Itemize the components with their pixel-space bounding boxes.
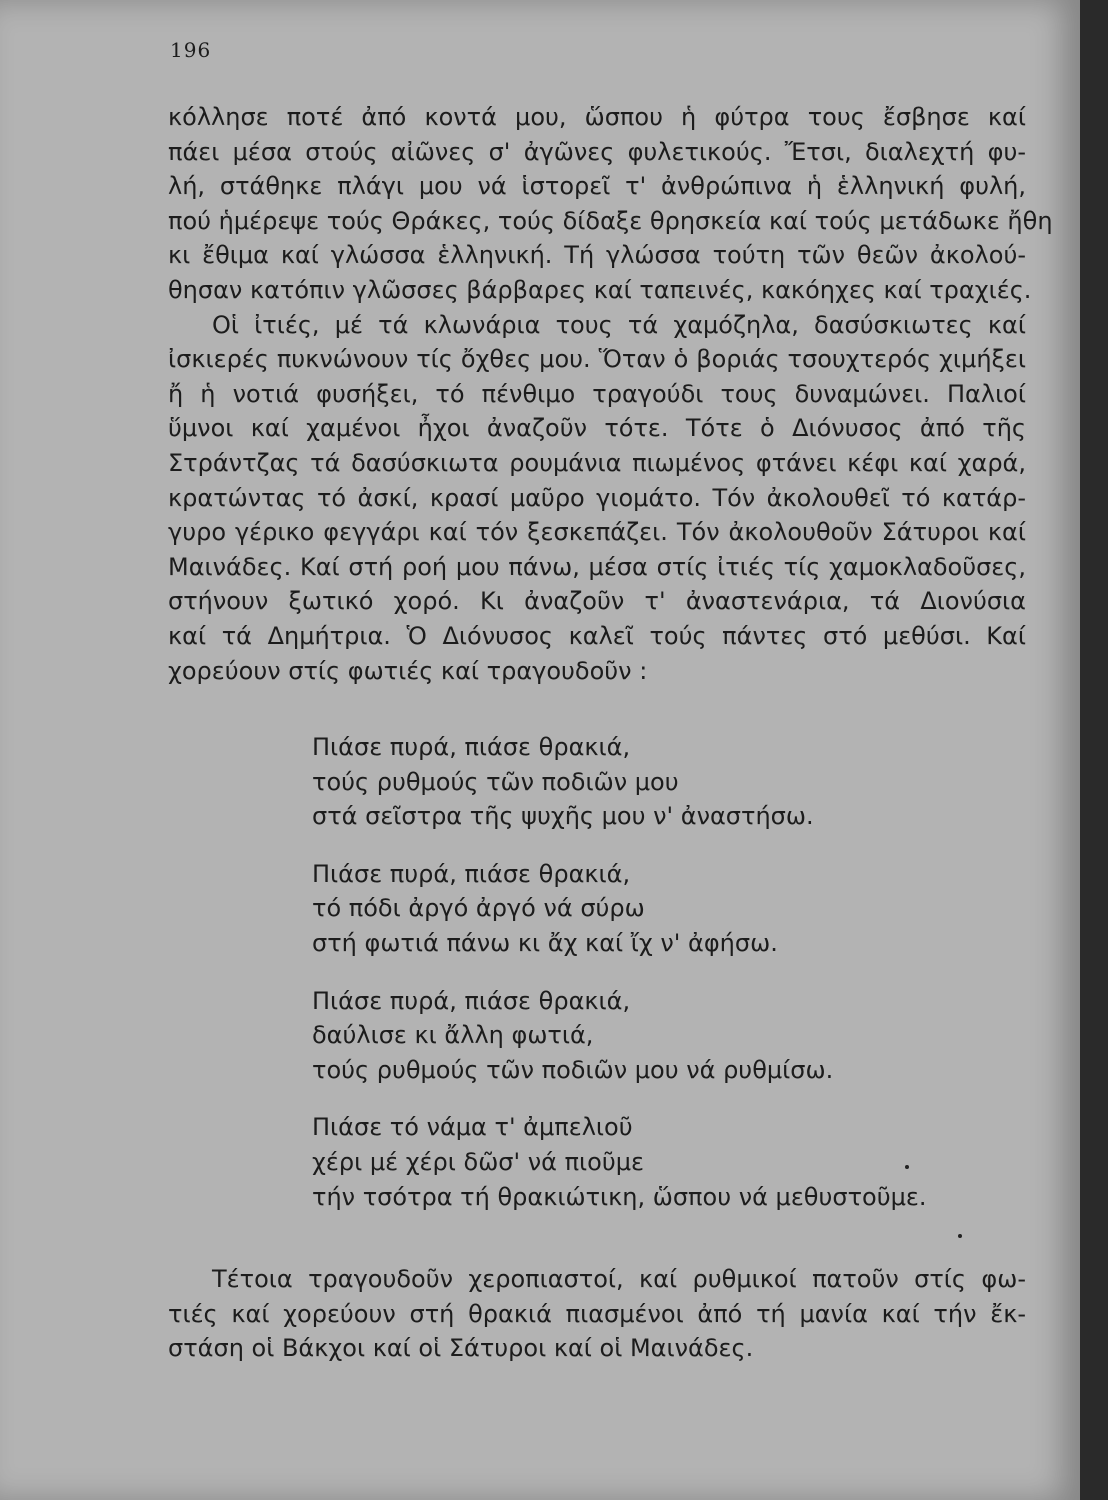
text-line: χορεύουν στίς φωτιές καί τραγουδοῦν :: [168, 656, 648, 685]
text-line: Τέτοια τραγουδοῦν χεροπιαστοί, καί ρυθμικοί πατοῦν στίς φω-: [212, 1265, 1026, 1293]
text-line: στάση οἱ Βάκχοι καί οἱ Σάτυροι καί οἱ Μαινάδες.: [168, 1334, 754, 1363]
verse-line: Πιάσε πυρά, πιάσε θρακιά,: [312, 859, 631, 888]
verse-line: στά σεῖστρα τῆς ψυχῆς μου ν' ἀναστήσω.: [312, 802, 814, 831]
stanza-3: [312, 984, 926, 1088]
book-spine-shadow: [1080, 0, 1108, 1500]
verse-line: τήν τσότρα τή θρακιώτικη, ὥσπου νά μεθυστοῦμε.: [312, 1182, 927, 1211]
poem: [312, 730, 926, 1237]
text-line: κόλλησε ποτέ ἀπό κοντά μου, ὥσπου ἡ φύτρα τους ἔσβησε καί: [168, 103, 1026, 131]
text-line: ἤ ἡ νοτιά φυσήξει, τό πένθιμο τραγούδι τους δυναμώνει. Παλιοί: [168, 379, 1026, 408]
text-line: Στράντζας τά δασύσκιωτα ρουμάνια πιωμένος φτάνει κέφι καί χαρά,: [168, 448, 1026, 477]
ink-speck: [905, 1165, 909, 1169]
text-line: καί τά Δημήτρια. Ὁ Διόνυσος καλεῖ τούς πάντες στό μεθύσι. Καί: [168, 621, 1026, 650]
text-line: ἰσκιερές πυκνώνουν τίς ὄχθες μου. Ὅταν ὁ βοριάς τσουχτερός χιμήξει: [168, 345, 1026, 374]
text-line: ὕμνοι καί χαμένοι ἦχοι ἀναζοῦν τότε. Τότε ὁ Διόνυσος ἀπό τῆς: [168, 414, 1026, 443]
text-line: λή, στάθηκε πλάγι μου νά ἱστορεῖ τ' ἀνθρώπινα ἡ ἑλληνική φυλή,: [168, 172, 1026, 201]
text-line: θησαν κατόπιν γλῶσσες βάρβαρες καί ταπεινές, κακόηχες καί τραχιές.: [168, 275, 1032, 304]
verse-line: δαύλισε κι ἄλλη φωτιά,: [312, 1021, 594, 1050]
stanza-2: [312, 857, 926, 961]
text-line: πού ἡμέρεψε τούς Θράκες, τούς δίδαξε θρησκεία καί τούς μετάδωκε ἤθη: [168, 206, 1053, 235]
text-line: κι ἔθιμα καί γλώσσα ἑλληνική. Τή γλώσσα τούτη τῶν θεῶν ἀκολού-: [168, 241, 1026, 270]
verse-line: Πιάσε πυρά, πιάσε θρακιά,: [312, 733, 631, 761]
text-line: κρατώντας τό ἀσκί, κρασί μαῦρο γιομάτο. Τόν ἀκολουθεῖ τό κατάρ-: [168, 483, 1026, 512]
text-line: πάει μέσα στούς αἰῶνες σ' ἀγῶνες φυλετικούς. Ἔτσι, διαλεχτή φυ-: [168, 137, 1026, 166]
paragraph-2: [168, 308, 1026, 689]
text-line: γυρο γέρικο φεγγάρι καί τόν ξεσκεπάζει. Τόν ἀκολουθοῦν Σάτυροι καί: [168, 518, 1026, 547]
text-line: στήνουν ξωτικό χορό. Κι ἀναζοῦν τ' ἀναστενάρια, τά Διονύσια: [168, 587, 1026, 616]
verse-line: τούς ρυθμούς τῶν ποδιῶν μου: [312, 767, 679, 796]
paragraph-3: [168, 1262, 1026, 1366]
stanza-1: [312, 730, 926, 834]
verse-line: τούς ρυθμούς τῶν ποδιῶν μου νά ρυθμίσω.: [312, 1055, 834, 1084]
text-line: Οἱ ἰτιές, μέ τά κλωνάρια τους τά χαμόζηλα, δασύσκιωτες καί: [212, 310, 1026, 339]
verse-line: Πιάσε πυρά, πιάσε θρακιά,: [312, 986, 631, 1015]
paragraph-1: [168, 100, 1053, 308]
ink-speck: [958, 1234, 962, 1238]
page-number: 196: [170, 38, 212, 62]
verse-line: στή φωτιά πάνω κι ἄχ καί ἴχ ν' ἀφήσω.: [312, 928, 778, 957]
text-line: Μαινάδες. Καί στή ροή μου πάνω, μέσα στίς ἰτιές τίς χαμοκλαδοῦσες,: [168, 552, 1026, 581]
verse-line: χέρι μέ χέρι δῶσ' νά πιοῦμε: [312, 1147, 644, 1176]
verse-line: Πιάσε τό νάμα τ' ἀμπελιοῦ: [312, 1113, 633, 1142]
text-line: τιές καί χορεύουν στή θρακιά πιασμένοι ἀπό τή μανία καί τήν ἔκ-: [168, 1299, 1026, 1328]
stanza-4: [312, 1110, 926, 1214]
verse-line: τό πόδι ἀργό ἀργό νά σύρω: [312, 894, 645, 923]
prose-block: [168, 100, 1053, 688]
